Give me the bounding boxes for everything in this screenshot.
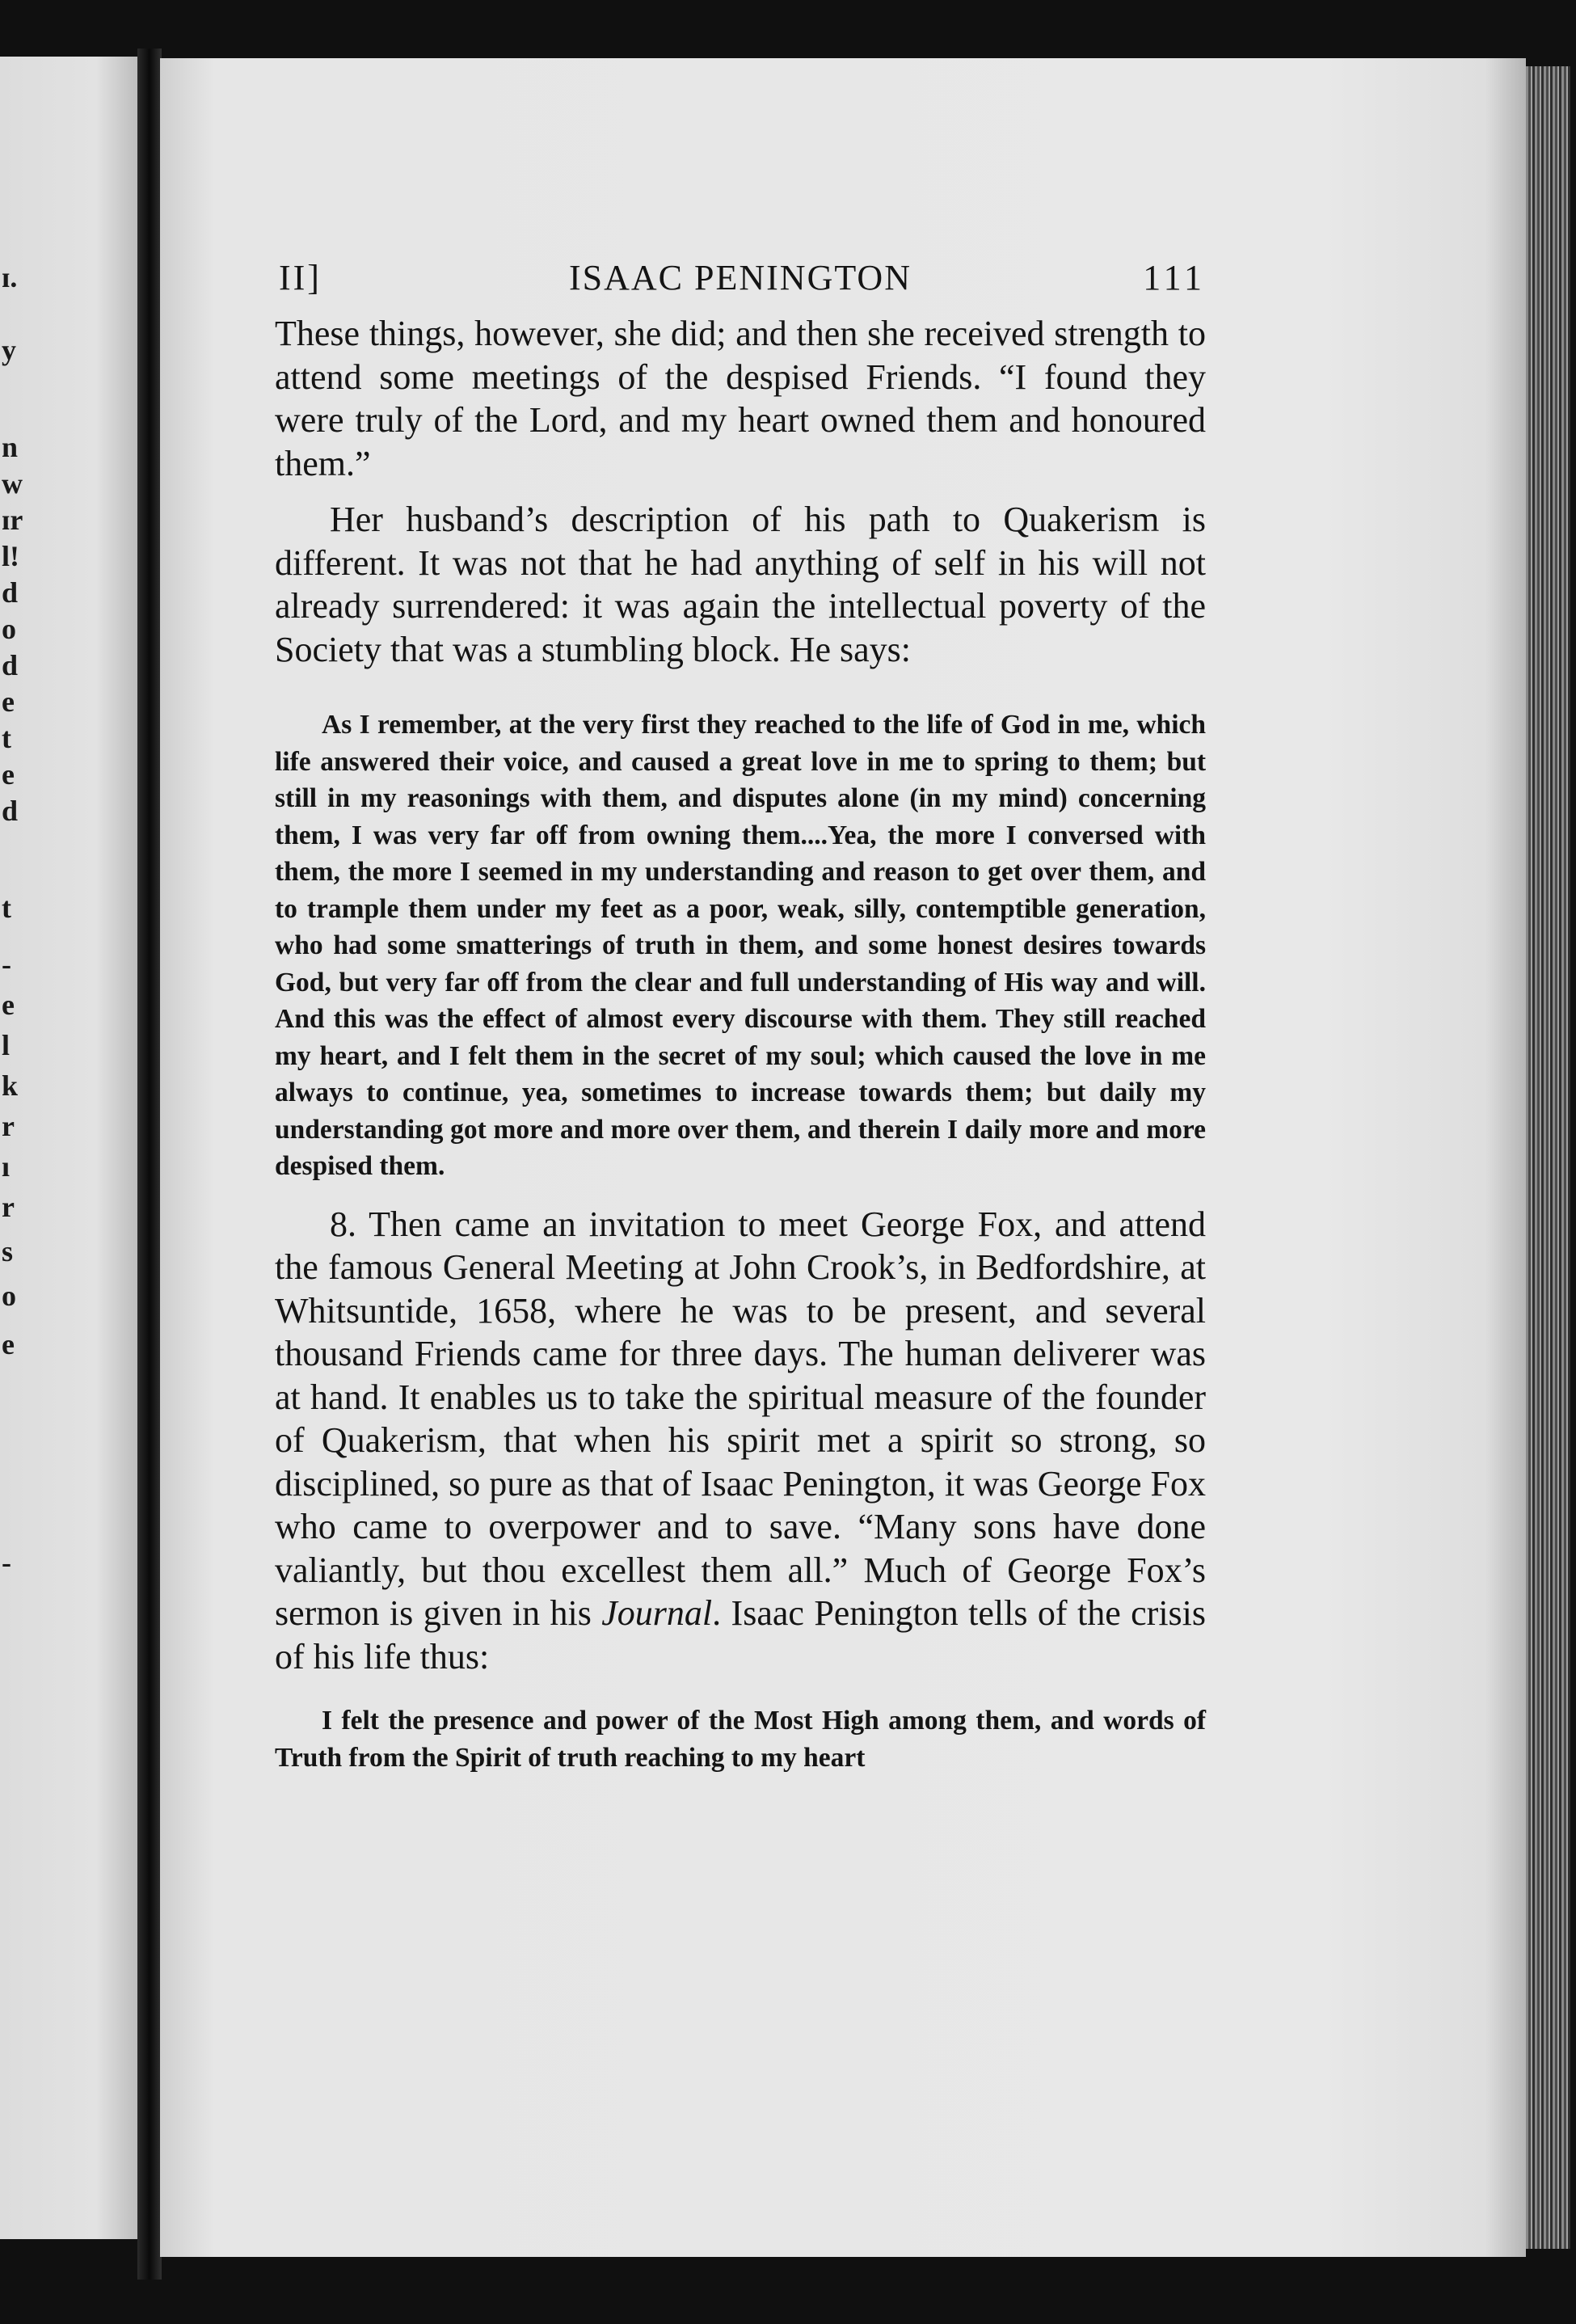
paragraph-text: 8. Then came an invitation to meet George Fox, and attend the famous General Meeting at John Crook’s, in Bedfordshire, at Whitsuntide, 1658, where he was to be present, and several thousand Friends came for three days. The human deliverer was at hand. It enables us to take the spiritual measure of the founder of Quakerism, that when his spirit met a spirit so strong, so disciplined, so pure as that of Isaac Penington, it was George Fox who came to overpower and to save. “Many sons have done valiantly, but thou excellest them all.” Much of George Fox’s sermon is given in his xyxy=(275,1204,1206,1633)
left-page-fragment: k xyxy=(2,1069,19,1102)
page-edge-shadow xyxy=(1526,66,1570,2249)
page-number: 111 xyxy=(1143,258,1206,297)
left-page-fragment: w xyxy=(2,467,23,500)
running-head xyxy=(275,257,1206,312)
left-page-fragment: l xyxy=(2,1029,11,1061)
italic-title: Journal xyxy=(601,1593,713,1633)
block-quote: I felt the presence and power of the Most High among them, and words of Truth from the Spirit of truth reaching to my heart xyxy=(275,1706,1206,1773)
body-paragraph xyxy=(275,1203,1206,1679)
left-page-fragment: ɪr xyxy=(2,504,23,536)
chapter-marker: II] xyxy=(279,258,322,297)
page-text-block xyxy=(275,257,1206,1776)
left-page-fragment: - xyxy=(2,948,11,981)
left-page-fragment: d xyxy=(2,649,19,681)
left-page-fragment: o xyxy=(2,613,16,645)
left-page-fragment: e xyxy=(2,1328,15,1360)
block-quote: As I remember, at the very first they reached to the life of God in me, which life answered their voice, and caused a great love in me to spring to them; but still in my reasonings with them, and disputes alone (in my mind) concerning them, I was very far off from owning them....Yea, the more I conversed with them, the more I seemed in my understanding and reason to get over them, and to trample them under my feet as a poor, weak, silly, contemptible generation, who had some smatterings of truth in them, and some honest desires towards God, but very far off from the clear and full understanding of His way and will. And this was the effect of almost every discourse with them. They still reached my heart, and I felt them in the secret of my soul; which caused the love in me always to continue, yea, sometimes to increase towards them; but daily my understanding got more and more over them, and therein I daily more and more despised them. xyxy=(275,710,1206,1181)
book-gutter xyxy=(137,49,162,2280)
page-title: ISAAC PENINGTON xyxy=(569,258,912,297)
body-paragraph: Her husband’s description of his path to Quakerism is different. It was not that he had anything of self in his will not already surrendered: it was again the intellectual poverty of the Society that was a stumbling block. He says: xyxy=(275,500,1206,669)
left-page-fragment: ı xyxy=(2,1150,11,1183)
left-page-fragment: o xyxy=(2,1280,16,1312)
left-page-fragment: d xyxy=(2,576,19,609)
left-page-fragment: d xyxy=(2,795,19,827)
paragraph-text: . Isaac Penington tells of the crisis of his life thus: xyxy=(275,1593,1207,1677)
left-page-fragment: y xyxy=(2,334,16,366)
left-page-fragment: t xyxy=(2,892,11,924)
left-page-fragment: r xyxy=(2,1110,15,1142)
left-page-fragment: e xyxy=(2,989,15,1021)
left-page-fragment: l! xyxy=(2,540,19,572)
left-facing-page xyxy=(0,57,137,2239)
left-page-fragment: n xyxy=(2,431,19,463)
left-page-fragment: - xyxy=(2,1546,11,1579)
left-page-fragment: t xyxy=(2,722,11,754)
left-page-fragment: e xyxy=(2,685,15,718)
left-page-fragment: e xyxy=(2,758,15,791)
body-paragraph: These things, however, she did; and then she received strength to attend some meetings of the despised Friends. “I found they were truly of the Lord, and my heart owned them and honoured them.” xyxy=(275,314,1206,483)
left-page-fragment: s xyxy=(2,1235,14,1267)
left-page-fragment: r xyxy=(2,1191,15,1223)
left-page-fragment: ɪ. xyxy=(2,261,18,293)
